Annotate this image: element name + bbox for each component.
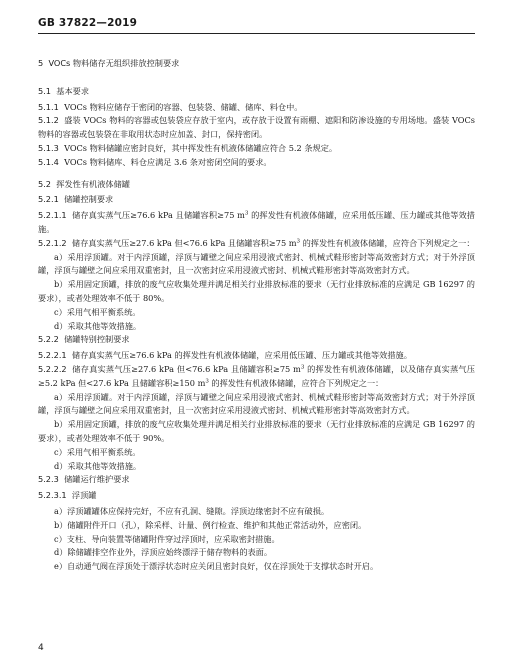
- list3-item-d: d）除储罐排空作业外，浮顶应始终漂浮于储存物料的表面。: [54, 547, 273, 558]
- list2-item-c: c）采用气相平衡系统。: [54, 446, 141, 457]
- clause-5-2-2-1: 5.2.2.1 储存真实蒸气压≥76.6 kPa 的挥发性有机液体储罐，应采用低压罐、压力罐或其他等效措施。: [38, 350, 412, 361]
- list2-item-d: d）采取其他等效措施。: [54, 460, 142, 471]
- list2-item-b: b）采用固定顶罐，排放的废气应收集处理并满足相关行业排放标准的要求（无行业排放标准的应满足 GB 16297 的要求），或者处理效率不低于 90%。: [38, 419, 475, 443]
- list1-item-a: a）采用浮顶罐。对于内浮顶罐，浮顶与罐壁之间应采用浸液式密封、机械式鞋形密封等高效密封方式；对于外浮顶罐，浮顶与罐壁之间应采用双重密封，且一次密封应采用浸液式密封、机械式鞋形密封等高效密封方式。: [38, 251, 475, 276]
- section-5-2-1-heading: 5.2.1 储罐控制要求: [38, 194, 114, 205]
- list3-item-c: c）支柱、导向装置等储罐附件穿过浮顶时，应采取密封措施。: [54, 533, 280, 544]
- section-5-2-3-heading: 5.2.3 储罐运行维护要求: [38, 474, 130, 485]
- list1-item-c: c）采用气相平衡系统。: [54, 306, 141, 317]
- section-5-2-heading: 5.2 挥发性有机液体储罐: [38, 178, 130, 189]
- list1-item-b: b）采用固定顶罐，排放的废气应收集处理并满足相关行业排放标准的要求（无行业排放标准的应满足 GB 16297 的要求），或者处理效率不低于 80%。: [38, 279, 475, 303]
- clause-5-1-3: 5.1.3 VOCs 物料储罐应密封良好，其中挥发性有机液体储罐应符合 5.2 条规定。: [38, 142, 338, 153]
- section-5-2-2-heading: 5.2.2 储罐特别控制要求: [38, 334, 130, 345]
- clause-5-2-2-2: 5.2.2.2 储存真实蒸气压≥27.6 kPa 但<76.6 kPa 且储罐容积≥75 $m^3$ 的挥发性有机液体储罐，以及储存真实蒸气压≥5.2 kPa 但<27.6 kPa 且储罐容积≥150 $m^3$ 的挥发性有机液体储罐，应符合下列规定之一：: [38, 363, 475, 388]
- list3-item-a: a）浮顶罐罐体应保持完好，不应有孔洞、缝隙。浮顶边缘密封不应有破损。: [54, 505, 330, 516]
- standard-number: GB 37822—2019: [38, 17, 138, 29]
- list2-item-a: a）采用浮顶罐。对于内浮顶罐，浮顶与罐壁之间应采用浸液式密封、机械式鞋形密封等高效密封方式；对于外浮顶罐，浮顶与罐壁之间应采用双重密封，且一次密封应采用浸液式密封、机械式鞋形密封等高效密封方式。: [38, 391, 475, 416]
- section-5-heading: 5 VOCs 物料储存无组织排放控制要求: [38, 58, 180, 68]
- section-5-1-heading: 5.1 基本要求: [38, 85, 90, 96]
- clause-5-1-4: 5.1.4 VOCs 物料储库、料仓应满足 3.6 条对密闭空间的要求。: [38, 156, 272, 167]
- clause-5-2-1-1: 5.2.1.1 储存真实蒸气压≥76.6 kPa 且储罐容积≥75 $m^3$ 的挥发性有机液体储罐，应采用低压罐、压力罐或其他等效措施。: [38, 210, 475, 234]
- clause-5-2-1-2: 5.2.1.2 储存真实蒸气压≥27.6 kPa 但<76.6 kPa 且储罐容积≥75 $m^3$ 的挥发性有机液体储罐，应符合下列规定之一：: [38, 237, 475, 248]
- page-number: 4: [38, 643, 44, 653]
- document-body: [38, 57, 475, 574]
- clause-5-1-1: 5.1.1 VOCs 物料应储存于密闭的容器、包装袋、储罐、储库、料仓中。: [38, 101, 303, 112]
- clause-5-1-2: 5.1.2 盛装 VOCs 物料的容器或包装袋应存放于室内，或存放于设置有雨棚、遮阳和防渗设施的专用场地。盛装 VOCs 物料的容器或包装袋在非取用状态时应加盖、封口，保持密闭。: [38, 115, 475, 140]
- list3-item-b: b）储罐附件开口（孔），除采样、计量、例行检查、维护和其他正常活动外，应密闭。: [54, 519, 367, 530]
- header-rule: [38, 33, 475, 34]
- section-5-2-3-1-heading: 5.2.3.1 浮顶罐: [38, 490, 97, 501]
- list1-item-d: d）采取其他等效措施。: [54, 320, 142, 331]
- list3-item-e: e）自动通气阀在浮顶处于漂浮状态时应关闭且密封良好，仅在浮顶处于支撑状态时开启。: [54, 561, 379, 572]
